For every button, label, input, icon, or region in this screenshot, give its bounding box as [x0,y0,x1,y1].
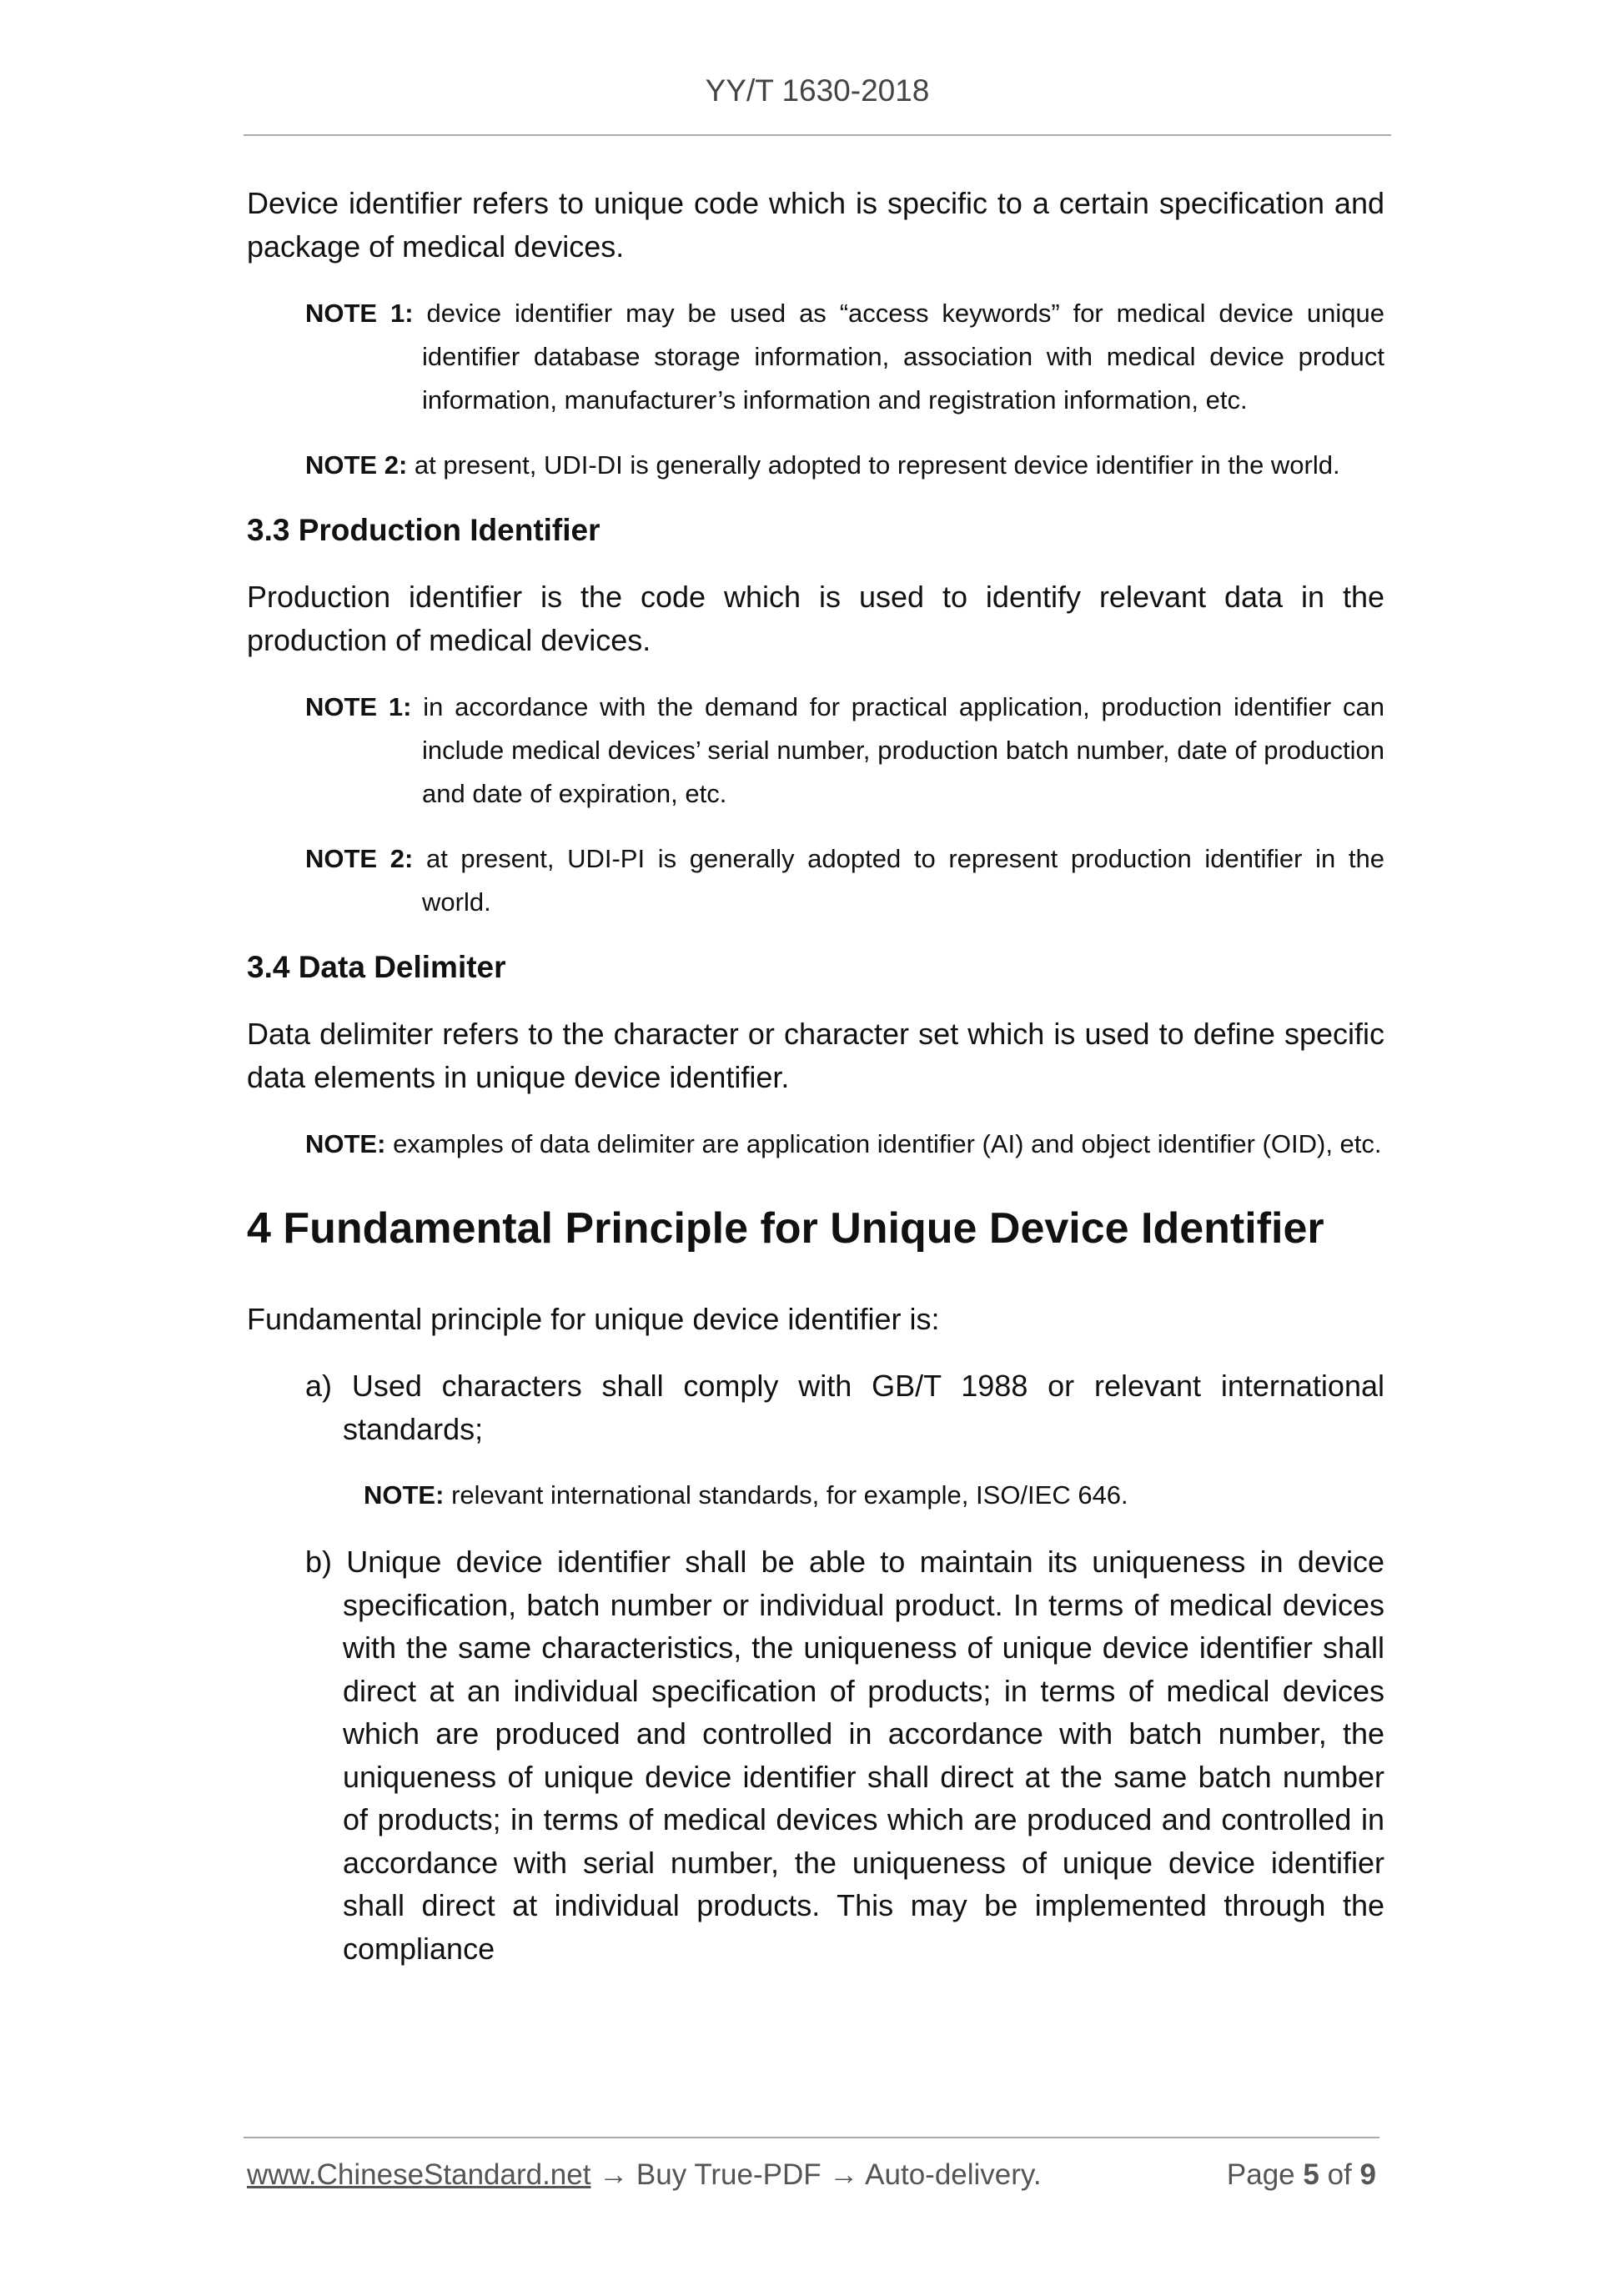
note-text: in accordance with the demand for practical application, production identifier can include medical devices’ serial number, production batch number, date of production and date of expiration, etc. [422,692,1384,808]
data-delimiter-definition: Data delimiter refers to the character or character set which is used to define specific data elements in unique device identifier. [247,1017,1384,1094]
page-current: 5 [1303,2158,1319,2191]
page-of: of [1327,2158,1352,2191]
note-text: at present, UDI-PI is generally adopted to represent production identifier in the world. [422,844,1384,917]
note-text: device identifier may be used as “access keywords” for medical device unique identifier database storage information, association with medical device product information, manufacturer’s information and registration information, etc. [422,299,1384,414]
section-heading-3-3: 3.3 Production Identifier [247,513,600,547]
note-production-identifier-1 [305,686,1384,816]
note-text: examples of data delimiter are application identifier (AI) and object identifier (OID), etc. [393,1129,1382,1158]
note-device-identifier-2 [305,444,1384,487]
principle-item-b: b) Unique device identifier shall be able to maintain its uniqueness in device specification, batch number or individual product. In terms of medical devices with the same characteristics, the uniqueness of unique device identifier shall direct at an individual specification of products; in terms of medical devices which are produced and controlled in accordance with batch number, the uniqueness of unique device identifier shall direct at the same batch number of products; in terms of medical devices which are produced and controlled in accordance with serial number, the uniqueness of unique device identifier shall direct at individual products. This may be implemented through the compliance [305,1545,1384,1966]
principle-item-a: a) Used characters shall comply with GB/T 1988 or relevant international standards; [305,1369,1384,1446]
page-content [247,182,1384,1993]
footer-divider [244,2137,1379,2138]
note-device-identifier-1 [305,292,1384,422]
note-label: NOTE 1: [305,692,412,721]
note-production-identifier-2 [305,837,1384,924]
note-data-delimiter [305,1123,1384,1166]
note-text: relevant international standards, for example, ISO/IEC 646. [451,1480,1128,1510]
production-identifier-definition: Production identifier is the code which is used to identify relevant data in the production of medical devices. [247,580,1384,657]
note-text: at present, UDI-DI is generally adopted to represent device identifier in the world. [414,450,1340,480]
section-heading-3-4: 3.4 Data Delimiter [247,950,506,984]
page-number [1227,2158,1376,2192]
header-divider [244,134,1391,136]
page-footer [247,2158,1384,2192]
section-heading-4: 4 Fundamental Principle for Unique Device Identifier [247,1204,1324,1253]
note-label: NOTE 2: [305,450,408,480]
principle-intro: Fundamental principle for unique device identifier is: [247,1302,940,1336]
note-label: NOTE 1: [305,299,414,328]
page-total: 9 [1359,2158,1376,2191]
note-item-a [364,1474,1384,1517]
note-label: NOTE: [305,1129,386,1158]
website-link[interactable]: www.ChineseStandard.net [247,2158,591,2191]
note-label: NOTE: [364,1480,445,1510]
note-label: NOTE 2: [305,844,414,873]
footer-promo: → Buy True-PDF → Auto-delivery. [590,2158,1042,2191]
page-label: Page [1226,2158,1295,2191]
device-identifier-definition: Device identifier refers to unique code which is specific to a certain specification and package of medical devices. [247,186,1384,264]
page-header: YY/T 1630-2018 [705,73,930,108]
